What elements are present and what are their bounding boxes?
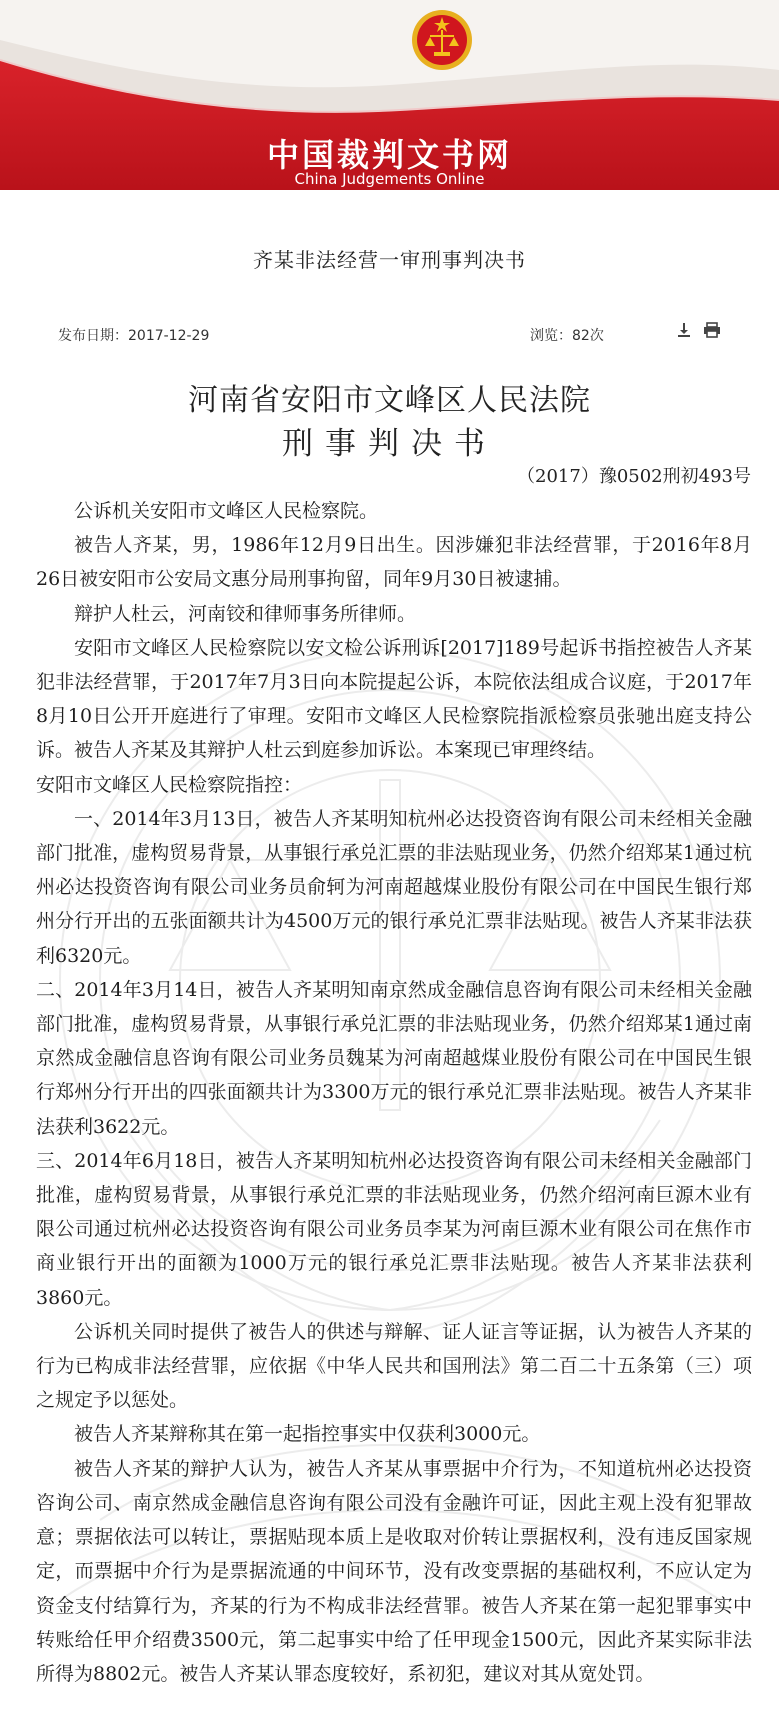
document-tools: [676, 322, 727, 342]
judgment-content: [36, 494, 752, 1691]
paragraph: 安阳市文峰区人民检察院指控：: [36, 773, 303, 796]
court-emblem-icon: [410, 8, 474, 72]
paragraph: 安阳市文峰区人民检察院以安文检公诉刑诉[2017]189号起诉书指控被告人齐某犯非法经营罪，于2017年7月3日向本院提起公诉，本院依法组成合议庭，于2017年8月10日公开开庭进行了审理。安阳市文峰区人民检察院指派检察员张驰出庭支持公诉。被告人齐某及其辩护人杜云到庭参加诉讼。本案现已审理终结。: [36, 636, 752, 762]
paragraph: 二、2014年3月14日，被告人齐某明知南京然成金融信息咨询有限公司未经相关金融部门批准，虚构贸易背景，从事银行承兑汇票的非法贴现业务，仍然介绍郑某1通过南京然成金融信息咨询有限公司业务员魏某为河南超越煤业股份有限公司在中国民生银行郑州分行开出的四张面额共计为3300万元的银行承兑汇票非法贴现。被告人齐某非法获利3622元。: [36, 978, 752, 1138]
court-name: 河南省安阳市文峰区人民法院: [188, 383, 591, 418]
paragraph: 公诉机关安阳市文峰区人民检察院。: [74, 500, 379, 522]
paragraph: 辩护人杜云，河南铰和律师事务所律师。: [74, 602, 417, 625]
paragraph: 一、2014年3月13日，被告人齐某明知杭州必达投资咨询有限公司未经相关金融部门批准，虚构贸易背景，从事银行承兑汇票的非法贴现业务，仍然介绍郑某1通过杭州必达投资咨询有限公司业务员俞轲为河南超越煤业股份有限公司在中国民生银行郑州分行开出的五张面额共计为4500万元的银行承兑汇票非法贴现。被告人齐某非法获利6320元。: [36, 807, 752, 967]
paragraph: 被告人齐某，男，1986年12月9日出生。因涉嫌犯非法经营罪，于2016年8月26日被安阳市公安局文惠分局刑事拘留，同年9月30日被逮捕。: [36, 534, 752, 591]
paragraph: 三、2014年6月18日，被告人齐某明知杭州必达投资咨询有限公司未经相关金融部门批准，虚构贸易背景，从事银行承兑汇票的非法贴现业务，仍然介绍河南巨源木业有限公司通过杭州必达投资咨询有限公司业务员李某为河南巨源木业有限公司在焦作市商业银行开出的面额为1000万元的银行承兑汇票非法贴现。被告人齐某非法获利3860元。: [36, 1149, 752, 1309]
print-icon[interactable]: [703, 322, 721, 342]
case-number: （2017）豫0502刑初493号: [517, 466, 751, 487]
paragraph: 公诉机关同时提供了被告人的供述与辩解、证人证言等证据，认为被告人齐某的行为已构成非法经营罪，应依据《中华人民共和国刑法》第二百二十五条第（三）项之规定予以惩处。: [36, 1320, 752, 1412]
download-icon[interactable]: [676, 322, 692, 342]
site-header-banner: [0, 0, 779, 190]
site-title: 中国裁判文书网: [266, 136, 512, 174]
document-title: 齐某非法经营一审刑事判决书: [253, 248, 526, 272]
site-subtitle: China Judgements Online: [294, 170, 485, 188]
paragraph: 被告人齐某的辩护人认为，被告人齐某从事票据中介行为，不知道杭州必达投资咨询公司、南京然成金融信息咨询有限公司没有金融许可证，因此主观上没有犯罪故意；票据依法可以转让，票据贴现本质上是收取对价转让票据权利，没有违反国家规定，而票据中介行为是票据流通的中间环节，没有改变票据的基础权利，不应认定为资金支付结算行为，齐某的行为不构成非法经营罪。被告人齐某在第一起犯罪事实中转账给任甲介绍费3500元，第二起事实中给了任甲现金1500元，因此齐某实际非法所得为8802元。被告人齐某认罪态度较好，系初犯，建议对其从宽处罚。: [36, 1457, 752, 1685]
paragraph: 被告人齐某辩称其在第一起指控事实中仅获利3000元。: [74, 1423, 541, 1446]
publish-date: 发布日期：2017-12-29: [58, 328, 210, 344]
view-count: 浏览：82次: [530, 328, 604, 344]
document-type: 刑事判决书: [282, 426, 497, 462]
